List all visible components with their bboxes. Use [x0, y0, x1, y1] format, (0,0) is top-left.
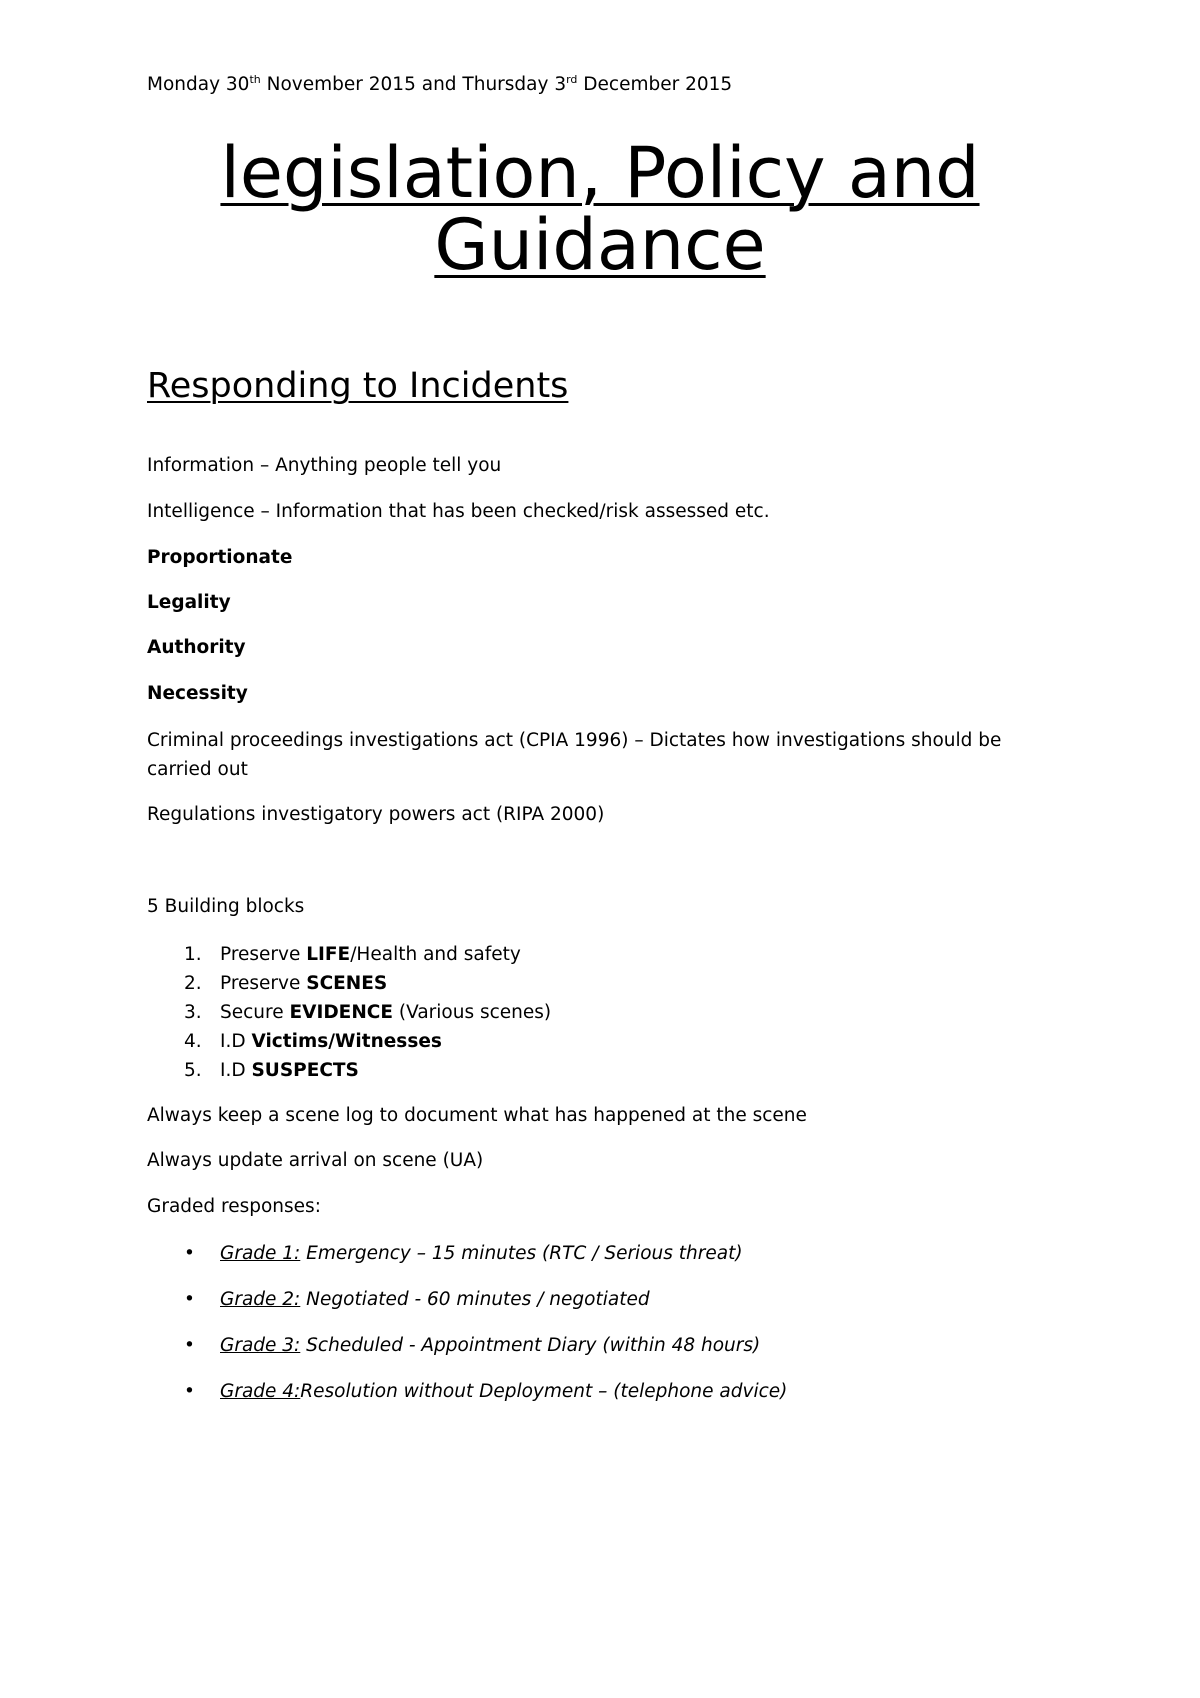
definition-information: Information – Anything people tell you: [147, 455, 502, 476]
list-emphasis: LIFE: [306, 944, 351, 965]
act-ripa: Regulations investigatory powers act (RIPA 2000): [147, 804, 605, 825]
list-emphasis: EVIDENCE: [289, 1002, 394, 1023]
act-cpia: Criminal proceedings investigations act (CPIA 1996) – Dictates how investigations should be carried out: [147, 730, 1002, 780]
date-superscript: th: [249, 72, 261, 86]
date-text: November 2015 and Thursday 3: [260, 74, 567, 95]
principle-proportionate: Proportionate: [147, 547, 293, 568]
note-scene-log: Always keep a scene log to document what has happened at the scene: [147, 1105, 807, 1126]
list-item-text: [220, 1381, 787, 1402]
bullet-icon: •: [184, 1381, 195, 1402]
list-emphasis: SCENES: [306, 973, 388, 994]
note-update-arrival: Always update arrival on scene (UA): [147, 1150, 484, 1171]
list-number: 4.: [184, 1031, 202, 1052]
list-item-text: [220, 1289, 650, 1310]
date-superscript: rd: [566, 72, 578, 86]
grade-description: Resolution without Deployment – (telephone advice): [300, 1381, 788, 1402]
list-number: 1.: [184, 944, 202, 965]
date-text: Monday 30: [147, 74, 250, 95]
list-item-text: [220, 973, 387, 994]
definition-intelligence: Intelligence – Information that has been checked/risk assessed etc.: [147, 501, 770, 522]
title-line-2: Guidance: [434, 204, 766, 286]
list-text: Preserve: [220, 944, 307, 965]
list-item-text: [220, 944, 521, 965]
building-blocks-heading: 5 Building blocks: [147, 896, 305, 917]
grade-label: Grade 4:: [220, 1381, 301, 1402]
list-text: Secure: [220, 1002, 290, 1023]
note-graded-responses: Graded responses:: [147, 1196, 321, 1217]
grade-description: Emergency – 15 minutes (RTC / Serious threat): [300, 1243, 743, 1264]
title-line-1: legislation, Policy and: [220, 132, 980, 214]
list-text: I.D: [220, 1060, 252, 1081]
grade-description: Scheduled - Appointment Diary (within 48 hours): [300, 1335, 761, 1356]
date-text: December 2015: [577, 74, 733, 95]
list-text: Preserve: [220, 973, 307, 994]
date-line: [147, 74, 732, 95]
list-emphasis: SUSPECTS: [251, 1060, 359, 1081]
grade-label: Grade 1:: [220, 1243, 301, 1264]
list-number: 3.: [184, 1002, 202, 1023]
list-number: 2.: [184, 973, 202, 994]
list-text: (Various scenes): [393, 1002, 552, 1023]
bullet-icon: •: [184, 1335, 195, 1356]
principle-legality: Legality: [147, 592, 231, 613]
section-heading: Responding to Incidents: [147, 366, 569, 406]
document-title: [147, 132, 1053, 286]
principle-necessity: Necessity: [147, 683, 248, 704]
list-number: 5.: [184, 1060, 202, 1081]
grade-label: Grade 3:: [220, 1335, 301, 1356]
bullet-icon: •: [184, 1243, 195, 1264]
list-emphasis: Victims/Witnesses: [251, 1031, 442, 1052]
list-item-text: [220, 1060, 359, 1081]
grade-description: Negotiated - 60 minutes / negotiated: [300, 1289, 650, 1310]
grade-label: Grade 2:: [220, 1289, 301, 1310]
list-item-text: [220, 1335, 760, 1356]
list-item-text: [220, 1002, 551, 1023]
list-item-text: [220, 1031, 442, 1052]
list-item-text: [220, 1243, 743, 1264]
list-text: I.D: [220, 1031, 252, 1052]
bullet-icon: •: [184, 1289, 195, 1310]
principle-authority: Authority: [147, 637, 246, 658]
list-text: /Health and safety: [350, 944, 521, 965]
